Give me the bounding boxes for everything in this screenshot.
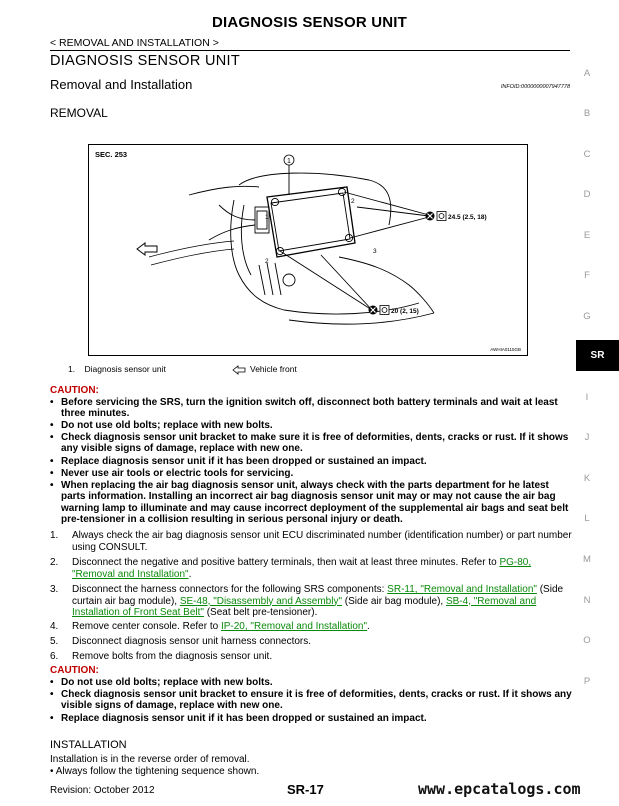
index-tab-sr-active[interactable]: SR: [576, 340, 619, 371]
watermark: www.epcatalogs.com: [418, 780, 581, 798]
page-title: DIAGNOSIS SENSOR UNIT: [211, 14, 408, 31]
caution-item: • Replace diagnosis sensor unit if it has been dropped or sustained an impact.: [50, 456, 427, 467]
caution-item: • Before servicing the SRS, turn the ignition switch off, disconnect both battery terminals and wait at least three minutes.: [50, 397, 558, 420]
torque-upper-label: 24.5 (2.5, 18): [448, 214, 487, 221]
torque-lower-label: 20 (2, 15): [391, 308, 419, 315]
caution-item: • Check diagnosis sensor unit bracket to ensure it is free of deformities, dents, cracks or rust. If it shows any visible signs of damage, replace with new one.: [50, 689, 572, 712]
index-tab-g[interactable]: G: [583, 311, 591, 322]
bullet-dot: •: [50, 689, 54, 700]
link-sr-11[interactable]: SR-11, "Removal and Installation": [387, 584, 537, 595]
caution-item: • Do not use old bolts; replace with new bolts.: [50, 420, 273, 431]
section-title: DIAGNOSIS SENSOR UNIT: [50, 53, 240, 69]
bullet-dot: •: [50, 468, 54, 479]
index-tab-p[interactable]: P: [583, 676, 591, 687]
step-3: 3. Disconnect the harness connectors for the following SRS components: SR-11, "Removal and Installation" (Side curtain air bag module), SE-48, "Disassembly and Assembly" (Side air bag module), SB-4, "Removal and Installation of Front Seat Belt" (Seat belt pre-tensioner).: [50, 584, 564, 619]
step-5: 5. Disconnect diagnosis sensor unit harness connectors.: [50, 636, 312, 647]
breadcrumb[interactable]: < REMOVAL AND INSTALLATION >: [50, 37, 219, 49]
bullet-dot: •: [50, 766, 56, 777]
step-4: 4. Remove center console. Refer to IP-20, "Removal and Installation".: [50, 621, 370, 632]
revision-date: Revision: October 2012: [50, 785, 155, 796]
index-tab-b[interactable]: B: [583, 108, 591, 119]
callout-1-label: 1: [287, 158, 291, 165]
installation-heading: INSTALLATION: [50, 739, 127, 751]
caution-item: • Check diagnosis sensor unit bracket to make sure it is free of deformities, dents, cracks or rust. If it shows any visible signs of damage, replace with new one.: [50, 432, 569, 455]
index-tab-o[interactable]: O: [583, 635, 591, 646]
link-se-48[interactable]: SE-48, "Disassembly and Assembly": [179, 595, 343, 607]
legend-vehicle-front: Vehicle front: [250, 364, 297, 374]
torque-icon-upper: [426, 212, 447, 221]
index-tab-n[interactable]: N: [583, 595, 591, 606]
illustration-frame: [88, 144, 528, 356]
caution-item: • Do not use old bolts; replace with new bolts.: [50, 677, 273, 688]
link-sb-4[interactable]: SB-4, "Removal and Installation of Front Seat Belt": [72, 595, 537, 619]
callout-3-label: 3: [373, 248, 377, 255]
page-number: SR-17: [287, 782, 324, 797]
link-pg-80[interactable]: PG-80, "Removal and Installation": [72, 557, 532, 580]
link-ip-20[interactable]: IP-20, "Removal and Installation": [220, 621, 368, 632]
bullet-dot: •: [50, 677, 54, 688]
index-tab-f[interactable]: F: [584, 270, 590, 281]
bullet-dot: •: [50, 456, 54, 467]
torque-icon-lower: [369, 306, 390, 315]
caution-item: • When replacing the air bag diagnosis sensor unit, always check with the parts department for he latest parts information. Installing an incorrect air bag diagnosis sensor unit may or may not cause the air bag warning lamp to illuminate and may cause incorrect deployment of the supplemental air bags and seat belt pre-tensioner in a collision resulting in serious personal injury or death.: [50, 480, 569, 526]
procedure-heading: REMOVAL: [50, 106, 108, 120]
index-tab-c[interactable]: C: [583, 149, 591, 160]
header-divider: [50, 50, 570, 51]
index-tab-k[interactable]: K: [583, 473, 591, 484]
bullet-dot: •: [50, 420, 54, 431]
callout-1b-label: 1: [265, 214, 269, 221]
caution-label: CAUTION:: [50, 385, 99, 396]
index-tab-a[interactable]: A: [583, 68, 591, 79]
installation-bullet: • Always follow the tightening sequence shown.: [50, 766, 260, 777]
diagnosis-sensor-illustration: [89, 145, 527, 355]
index-tab-m[interactable]: M: [583, 554, 591, 565]
index-tab-j[interactable]: J: [584, 432, 590, 443]
step-6: 6. Remove bolts from the diagnosis sensor unit.: [50, 651, 273, 662]
callout-2b-label: 2: [265, 258, 269, 265]
legend-item-1: 1. Diagnosis sensor unit: [68, 364, 166, 374]
step-1: 1. Always check the air bag diagnosis sensor unit ECU discriminated number (identification number) or part number using CONSULT.: [50, 530, 572, 553]
section-label: SEC. 253: [95, 150, 128, 159]
bullet-dot: •: [50, 480, 54, 491]
caution-item: • Replace diagnosis sensor unit if it has been dropped or sustained an impact.: [50, 713, 427, 724]
bullet-dot: •: [50, 397, 54, 408]
callout-2-label: 2: [351, 198, 355, 205]
caution-label-2: CAUTION:: [50, 665, 99, 676]
caution-item: • Never use air tools or electric tools for servicing.: [50, 468, 294, 479]
subsection-title: Removal and Installation: [50, 77, 193, 92]
figure-code: AWHIA0115GB: [490, 347, 521, 352]
vehicle-front-legend-icon: [232, 365, 246, 375]
index-tab-i[interactable]: I: [585, 392, 589, 403]
bullet-dot: •: [50, 713, 54, 724]
info-id: INFOID:0000000007947778: [500, 84, 570, 90]
vehicle-front-arrow-icon: [137, 243, 157, 255]
bullet-dot: •: [50, 432, 54, 443]
step-2: 2. Disconnect the negative and positive battery terminals, then wait at least three minutes. Refer to PG-80, "Removal and Installation".: [50, 557, 532, 580]
index-tab-e[interactable]: E: [583, 230, 591, 241]
installation-text: Installation is in the reverse order of removal.: [50, 754, 250, 765]
index-tab-d[interactable]: D: [583, 189, 591, 200]
index-tab-l[interactable]: L: [584, 513, 590, 524]
